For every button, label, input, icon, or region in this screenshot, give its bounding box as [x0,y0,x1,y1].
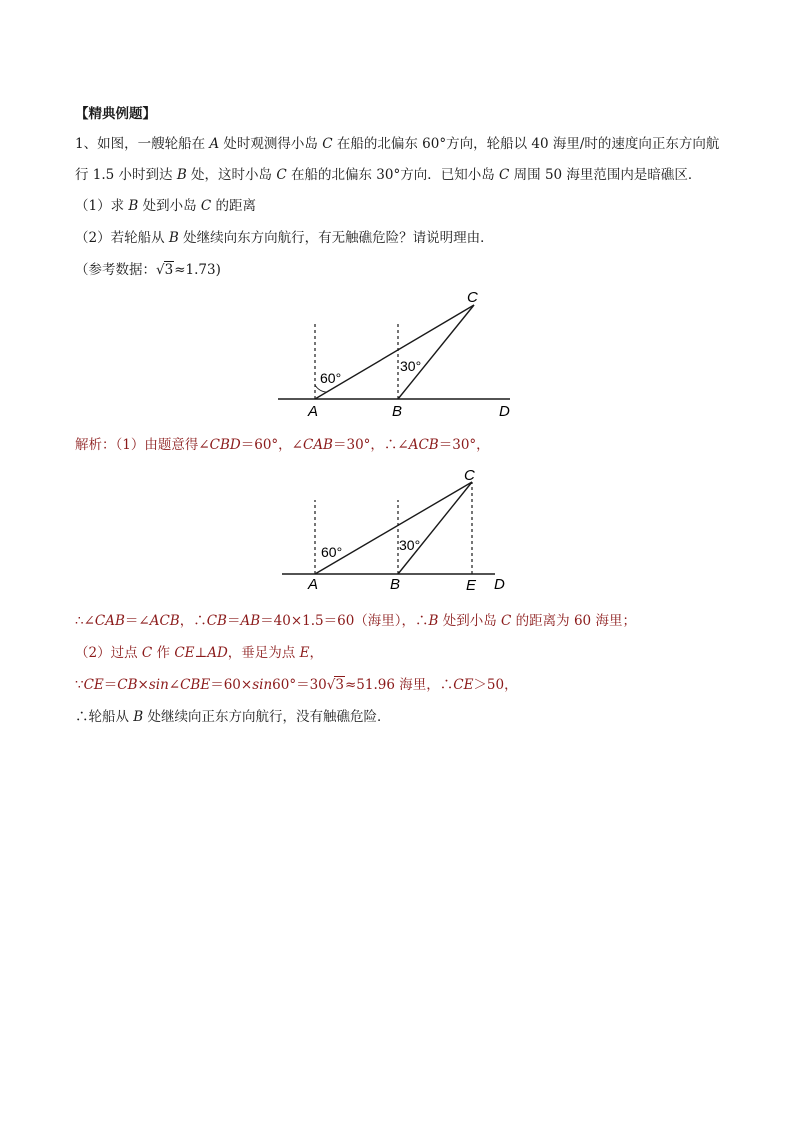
math: B [133,709,144,725]
question-1 [75,196,256,216]
text: 处继续向东方向航行，有无触礁危险？请说明理由． [178,230,494,246]
text: ∵ [75,677,84,693]
text: ∴轮船从 [75,709,134,725]
segment-bc [398,482,472,574]
angle-arc-a [315,385,327,392]
sqrt-radicand: 3 [164,262,174,278]
math: ∠ACB [138,613,180,629]
point-c: C [276,167,287,183]
text: （1）求 [75,198,129,214]
section-title: 【精典例题】 [75,106,156,122]
label-a: A [308,403,319,420]
text: 处，这时小岛 [186,167,277,183]
text: 的距离为 60 海里； [511,613,636,629]
label-b: B [390,576,401,593]
text: 在船的北偏东 30°方向．已知小岛 [286,167,500,183]
math: sin∠CBE [148,677,211,693]
text: 周围 50 海里范围内是暗礁区． [509,167,702,183]
text: （2）若轮船从 [75,230,169,246]
text: ⊥ [194,645,208,661]
figure-1 [270,285,530,420]
text: ＝30°，∴ [332,437,398,453]
solution-line-4 [75,675,518,695]
solution-line-3 [75,643,323,663]
angle-label-60: 60° [320,370,342,386]
figure-2 [270,462,530,597]
text: 60°＝30 [272,677,327,693]
label-d: D [499,403,510,420]
text: ∴ [75,613,84,629]
problem-line-1 [75,134,719,154]
reference-data [75,260,221,280]
text: × [137,677,149,693]
text: 处时观测得小岛 [219,136,323,152]
label-c: C [467,289,478,306]
math: ∠ACB [397,437,439,453]
label-b: B [392,403,403,420]
text: ，∴ [179,613,207,629]
math: C [141,645,153,661]
solution-line-1 [75,435,490,455]
sqrt-radicand: 3 [335,677,344,693]
text: 处继续向正东方向航行，没有触礁危险． [143,709,391,725]
math: B [428,613,439,629]
angle-label-60: 60° [321,544,343,560]
solution-line-5 [75,707,391,727]
label-a: A [308,576,319,593]
text: （2）过点 [75,645,142,661]
text: ＝30°， [438,437,490,453]
math: CB [206,613,227,629]
math: E [299,645,310,661]
segment-bc [398,305,474,399]
math: C [501,613,512,629]
text: ，垂足为点 [227,645,300,661]
point-b: B [168,230,179,246]
point-c: C [322,136,333,152]
text: 在船的北偏东 60°方向，轮船以 40 海里/时的速度向正东方向航 [332,136,720,152]
text: ＝ [124,613,139,629]
math: CE [453,677,474,693]
math: CE [174,645,195,661]
math: CE [83,677,104,693]
problem-line-2 [75,165,701,185]
point-a: A [209,136,220,152]
text: 解析：（1）由题意得 [75,437,199,453]
point-c: C [200,198,212,214]
solution-line-2 [75,611,636,631]
text: 的距离 [211,198,257,214]
sqrt-expression: √3 [326,677,344,693]
math: ∠CAB [291,437,333,453]
text: ＝40×1.5＝60（海里），∴ [260,613,429,629]
segment-ac [315,482,472,574]
math: AD [207,645,228,661]
point-b: B [176,167,187,183]
point-b: B [128,198,139,214]
text: 作 [152,645,175,661]
text: ＝60°， [240,437,292,453]
angle-label-30: 30° [400,358,422,374]
label-e: E [466,577,477,594]
question-2 [75,228,494,248]
math: ∠CBD [198,437,241,453]
label-d: D [494,576,505,593]
math: ∠CAB [83,613,125,629]
text: ， [309,645,323,661]
text: ＞50， [473,677,518,693]
text: 处到小岛 [138,198,201,214]
text: 处到小岛 [438,613,502,629]
point-c: C [499,167,510,183]
text: 行 1.5 小时到达 [75,167,177,183]
label-c: C [464,467,475,484]
text: 1、如图，一艘轮船在 [75,136,210,152]
text: ≈1.73) [174,262,221,278]
math: sin [252,677,273,693]
text: （参考数据： [75,262,156,278]
angle-label-30: 30° [399,537,421,553]
text: ＝ [226,613,241,629]
sqrt-expression: √3 [156,262,174,278]
text: ≈51.96 海里，∴ [344,677,454,693]
text: ＝60× [210,677,253,693]
text: ＝ [103,677,118,693]
math: AB [240,613,261,629]
math: CB [117,677,138,693]
